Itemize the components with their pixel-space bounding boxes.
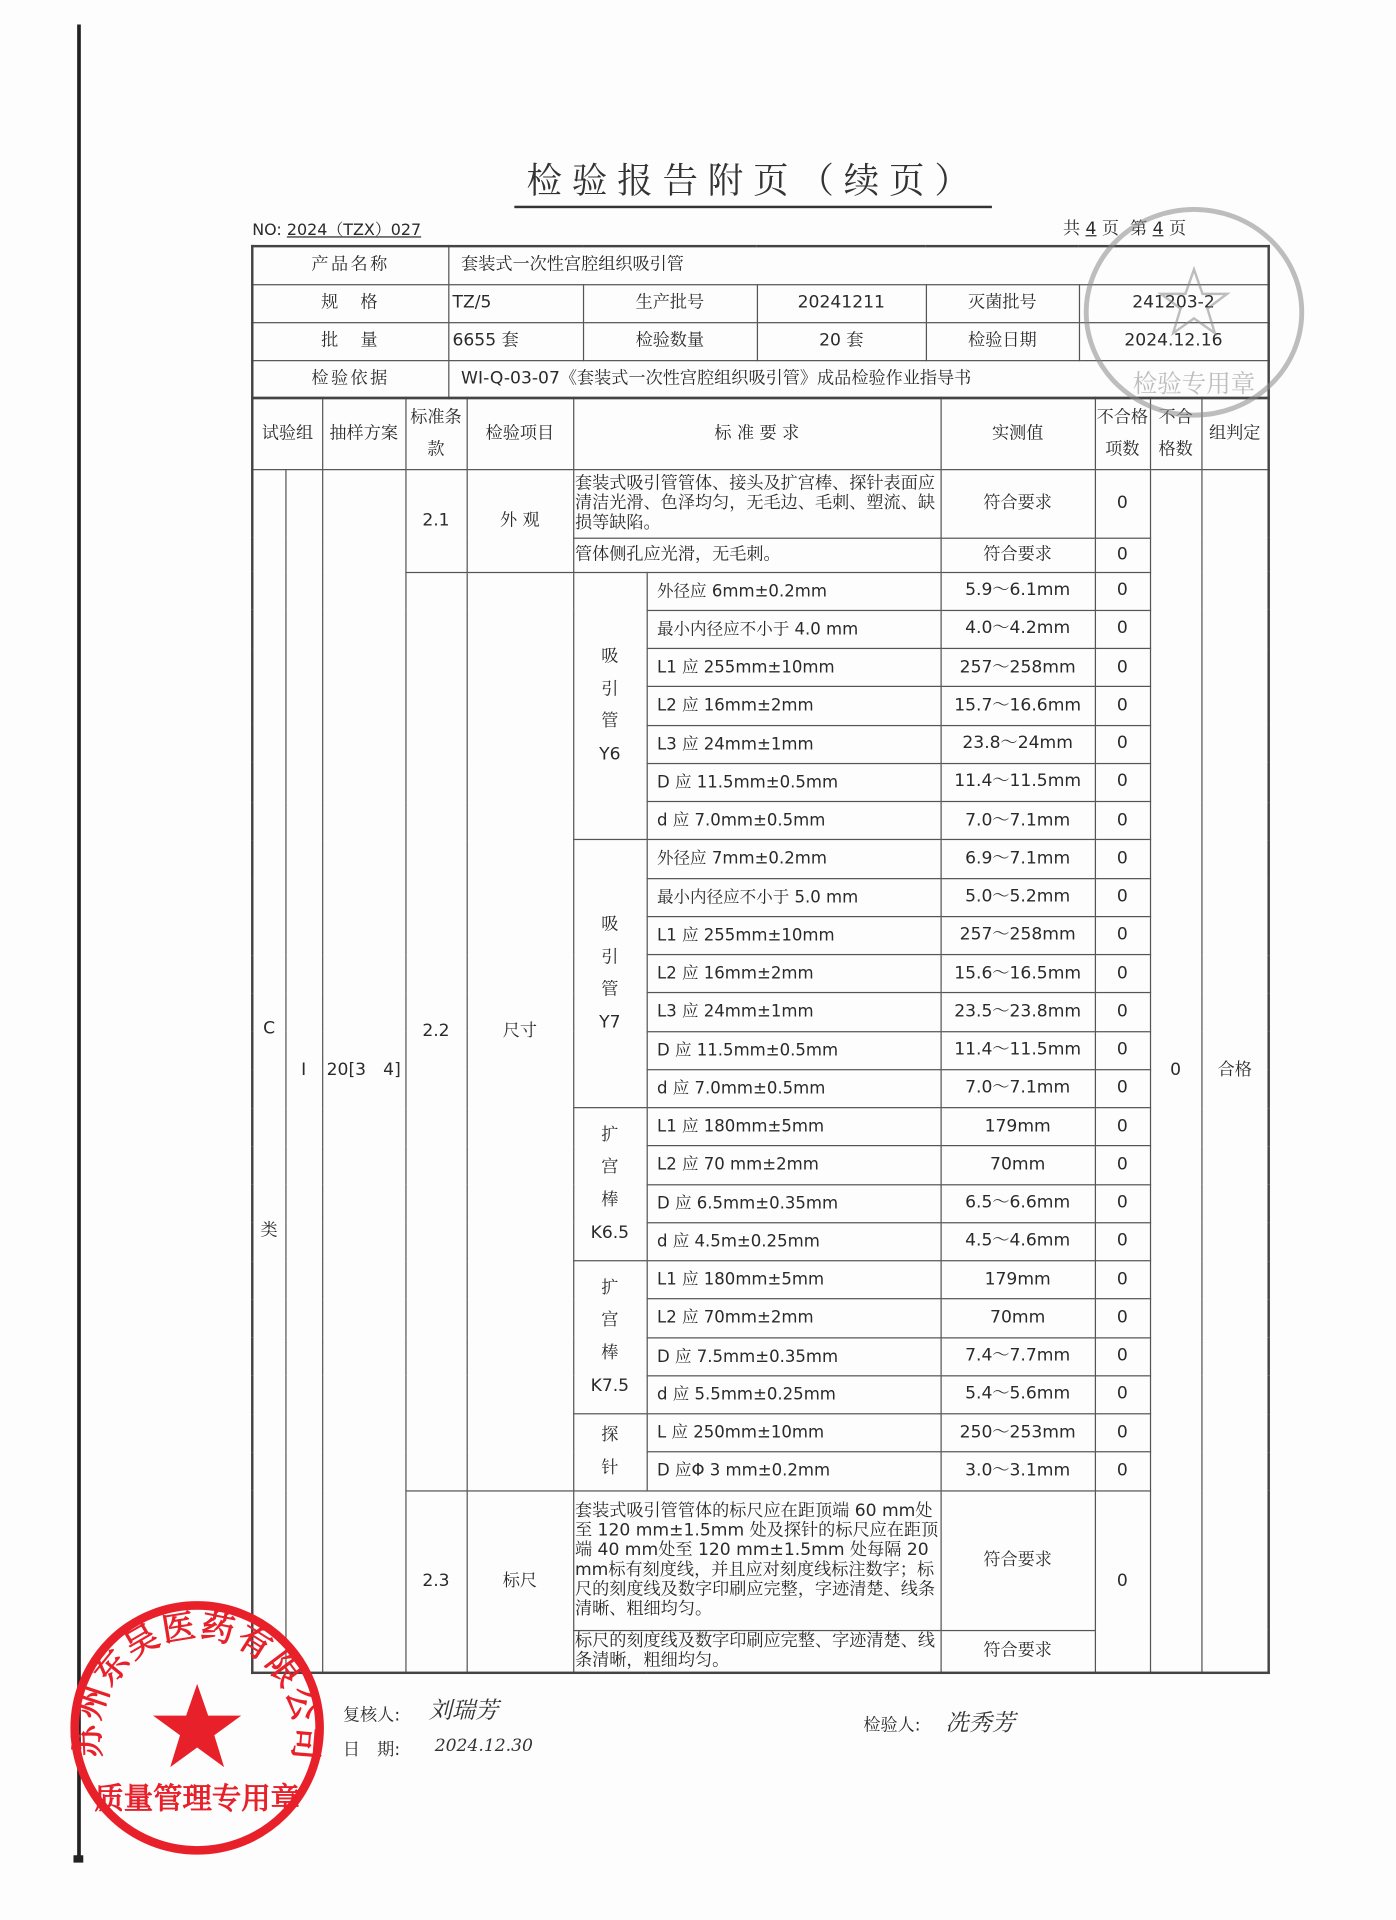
page-title: 检验报告附页（续页） [514,153,992,208]
requirement: d 应 4.5m±0.25mm [647,1222,941,1260]
measured-value: 23.5～23.8mm [941,993,1095,1031]
sample-qty: 20 套 [757,322,926,360]
defect-items: 0 [1095,763,1150,801]
measured-value: 4.0～4.2mm [941,610,1095,648]
spec: TZ/5 [448,284,583,322]
table-row [252,1490,1268,1630]
measured-value: 符合要求 [941,538,1095,572]
report-number-value: 2024（TZX）027 [286,221,422,241]
requirement: 标尺的刻度线及数字印刷应完整、字迹清楚、线条清晰，粗细均匀。 [573,1630,940,1673]
page-unit: 页 [1168,219,1187,239]
table-row [252,572,1268,610]
requirement: L1 应 180mm±5mm [647,1108,941,1146]
inspection-results-table [251,397,1270,1674]
sampling-plan: 20[3 4] [322,469,405,1673]
part-group-label [573,572,646,840]
requirement: 最小内径应不小于 4.0 mm [647,610,941,648]
current-prefix: 第 [1129,219,1148,239]
clause-2-3: 2.3 [405,1490,466,1672]
product-name-label: 产品名称 [252,246,448,284]
requirement: d 应 7.0mm±0.5mm [647,802,941,840]
requirement: D 应 11.5mm±0.5mm [647,763,941,801]
measured-value: 11.4～11.5mm [941,1031,1095,1069]
measured-value: 70mm [941,1299,1095,1337]
defect-items: 0 [1095,538,1150,572]
defect-items: 0 [1095,802,1150,840]
report-number [252,217,421,240]
defect-items: 0 [1095,1261,1150,1299]
group-letter: C [263,1018,276,1038]
measured-value: 5.4～5.6mm [941,1376,1095,1414]
defect-items: 0 [1095,469,1150,538]
measured-value: 符合要求 [941,1490,1095,1630]
page-unit: 页 [1101,219,1120,239]
measured-value: 6.5～6.6mm [941,1184,1095,1222]
measured-value: 符合要求 [941,1630,1095,1673]
defect-items: 0 [1095,1031,1150,1069]
defect-items: 0 [1095,1146,1150,1184]
spec-label: 规 格 [252,284,448,322]
col-defect-count: 不合格数 [1150,398,1201,469]
measured-value: 符合要求 [941,469,1095,538]
defect-count: 0 [1150,469,1201,1673]
part-label-char: 棒 [601,1343,619,1363]
sample-qty-label: 检验数量 [583,322,757,360]
requirement: D 应 6.5mm±0.35mm [647,1184,941,1222]
part-group-label [573,1261,646,1414]
batch-no: 20241211 [757,284,926,322]
measured-value: 11.4～11.5mm [941,763,1095,801]
requirement: D 应 7.5mm±0.35mm [647,1337,941,1375]
col-item: 检验项目 [467,398,574,469]
requirement: L1 应 255mm±10mm [647,916,941,954]
requirement: L1 应 255mm±10mm [647,648,941,686]
requirement: 套装式吸引管管体的标尺应在距顶端 60 mm处至 120 mm±1.5mm 处及探针的标尺应在距顶端 40 mm处至 120 mm±1.5mm 处每隔 20 mm标有刻度线，并且应对刻度线标注数字；标尺的刻度线及数字印刷应完整，字迹清楚、线条清晰、粗细均匀。 [573,1490,940,1630]
basis-label: 检验依据 [252,360,448,398]
scan-edge-line [77,24,81,1861]
defect-items: 0 [1095,1376,1150,1414]
defect-items: 0 [1095,878,1150,916]
requirement: D 应 11.5mm±0.5mm [647,1031,941,1069]
inspector-label: 检验人: [863,1715,921,1736]
part-label-char: K7.5 [590,1375,630,1396]
group-class-cell [252,469,285,1673]
measured-value: 179mm [941,1108,1095,1146]
defect-items: 0 [1095,687,1150,725]
part-label-char: 宫 [601,1157,619,1178]
defect-items: 0 [1095,1222,1150,1260]
defect-items: 0 [1095,955,1150,993]
requirement: D 应Φ 3 mm±0.2mm [647,1452,941,1490]
defect-items: 0 [1095,1337,1150,1375]
part-label-char: 吸 [601,646,619,667]
col-group: 试验组 [252,398,322,469]
current-page: 4 [1152,219,1164,239]
part-label-char: 扩 [601,1278,619,1298]
requirement: L3 应 24mm±1mm [647,725,941,763]
report-number-label: NO: [252,221,282,241]
col-clause: 标准条款 [405,398,466,469]
defect-items: 0 [1095,1069,1150,1107]
measured-value: 15.6～16.5mm [941,955,1095,993]
defect-items: 0 [1095,1299,1150,1337]
review-date: 2024.12.30 [434,1736,533,1757]
part-group-label [573,840,646,1108]
measured-value: 5.9～6.1mm [941,572,1095,610]
sterile-batch-label: 灭菌批号 [926,284,1079,322]
defect-items: 0 [1095,725,1150,763]
stamp-inspection-purpose: 检验专用章 [1132,368,1256,398]
requirement: L 应 250mm±10mm [647,1414,941,1452]
measured-value: 5.0～5.2mm [941,878,1095,916]
part-label-char: 管 [601,979,619,1000]
part-label-char: 管 [601,711,619,732]
total-pages: 4 [1085,219,1097,239]
measured-value: 257～258mm [941,648,1095,686]
defect-items: 0 [1095,1184,1150,1222]
reviewer-signature: 刘瑞芳 [428,1697,499,1725]
col-verdict: 组判定 [1201,398,1268,469]
star-icon [153,1684,241,1767]
inspection-date: 2024.12.16 [1079,322,1269,360]
defect-items: 0 [1095,1452,1150,1490]
requirement: 套装式吸引管管体、接头及扩宫棒、探针表面应清洁光滑、色泽均匀，无毛边、毛刺、塑流、缺损等缺陷。 [573,469,940,538]
requirement: 外径应 7mm±0.2mm [647,840,941,878]
requirement: 管体侧孔应光滑，无毛刺。 [573,538,940,572]
col-requirement: 标 准 要 求 [573,398,940,469]
part-label-char: 引 [601,679,619,699]
stamp-company-name: 苏州东吴医药有限公司 [67,1605,327,1764]
stamp-purpose: 质量管理专用章 [94,1781,300,1816]
measured-value: 7.4～7.7mm [941,1337,1095,1375]
measured-value: 70mm [941,1146,1095,1184]
part-label-char: Y6 [599,744,621,765]
defect-items: 0 [1095,840,1150,878]
basis: WI-Q-03-07《套装式一次性宫腔组织吸引管》成品检验作业指导书 [448,360,1269,398]
requirement: L2 应 70mm±2mm [647,1299,941,1337]
inspector-signature: 冼秀芳 [945,1709,1016,1737]
star-icon [1161,269,1227,333]
part-label-char: 棒 [601,1190,619,1210]
defect-items: 0 [1095,648,1150,686]
measured-value: 7.0～7.1mm [941,802,1095,840]
part-group-label [573,1108,646,1261]
group-verdict: 合格 [1201,469,1268,1673]
batch-no-label: 生产批号 [583,284,757,322]
requirement: L2 应 16mm±2mm [647,687,941,725]
group-class: 类 [260,1220,278,1240]
quantity-label: 批 量 [252,322,448,360]
measured-value: 7.0～7.1mm [941,1069,1095,1107]
requirement: L3 应 24mm±1mm [647,993,941,1031]
col-sampling-text: 抽样方案 [329,423,398,444]
clause-2-1: 2.1 [405,469,466,572]
requirement: L2 应 16mm±2mm [647,955,941,993]
sterile-batch: 241203-2 [1079,284,1269,322]
requirement: 外径应 6mm±0.2mm [647,572,941,610]
requirement: L2 应 70 mm±2mm [647,1146,941,1184]
defect-items: 0 [1095,993,1150,1031]
col-measured: 实测值 [941,398,1095,469]
group-level: I [285,469,322,1673]
part-label-char: Y7 [599,1012,621,1032]
requirement: d 应 5.5mm±0.25mm [647,1376,941,1414]
date-label: 检验日期 [926,322,1079,360]
part-label-char: 扩 [601,1125,619,1145]
col-defect-items: 不合格项数 [1095,398,1150,469]
clause-2-2: 2.2 [405,572,466,1490]
part-group-label [573,1414,646,1491]
part-label-char: 宫 [601,1310,619,1331]
company-quality-stamp [67,1598,327,1858]
part-label-char: 针 [601,1458,619,1478]
reviewer-label: 复核人: [342,1705,401,1726]
item-appearance: 外 观 [467,469,574,572]
defect-items: 0 [1095,610,1150,648]
table-row [252,469,1268,538]
requirement: d 应 7.0mm±0.5mm [647,1069,941,1107]
defect-items: 0 [1095,1108,1150,1146]
part-label-char: 吸 [601,914,619,935]
measured-value: 3.0～3.1mm [941,1452,1095,1490]
requirement: L1 应 180mm±5mm [647,1261,941,1299]
measured-value: 4.5～4.6mm [941,1222,1095,1260]
item-scale: 标尺 [467,1490,574,1672]
measured-value: 23.8～24mm [941,725,1095,763]
quantity: 6655 套 [448,322,583,360]
requirement: 最小内径应不小于 5.0 mm [647,878,941,916]
part-label-char: K6.5 [590,1222,630,1243]
defect-items: 0 [1095,1490,1150,1672]
measured-value: 250～253mm [941,1414,1095,1452]
part-label-char: 探 [601,1425,619,1446]
date-label: 日 期: [342,1740,401,1760]
measured-value: 257～258mm [941,916,1095,954]
measured-value: 6.9～7.1mm [941,840,1095,878]
inspection-stamp [1078,202,1311,422]
col-sampling [322,398,405,469]
item-dimension: 尺寸 [467,572,574,1490]
defect-items: 0 [1095,916,1150,954]
measured-value: 15.7～16.6mm [941,687,1095,725]
defect-items: 0 [1095,572,1150,610]
measured-value: 179mm [941,1261,1095,1299]
total-prefix: 共 [1062,219,1081,239]
defect-items: 0 [1095,1414,1150,1452]
product-name: 套装式一次性宫腔组织吸引管 [448,246,1269,284]
part-label-char: 引 [601,947,619,967]
